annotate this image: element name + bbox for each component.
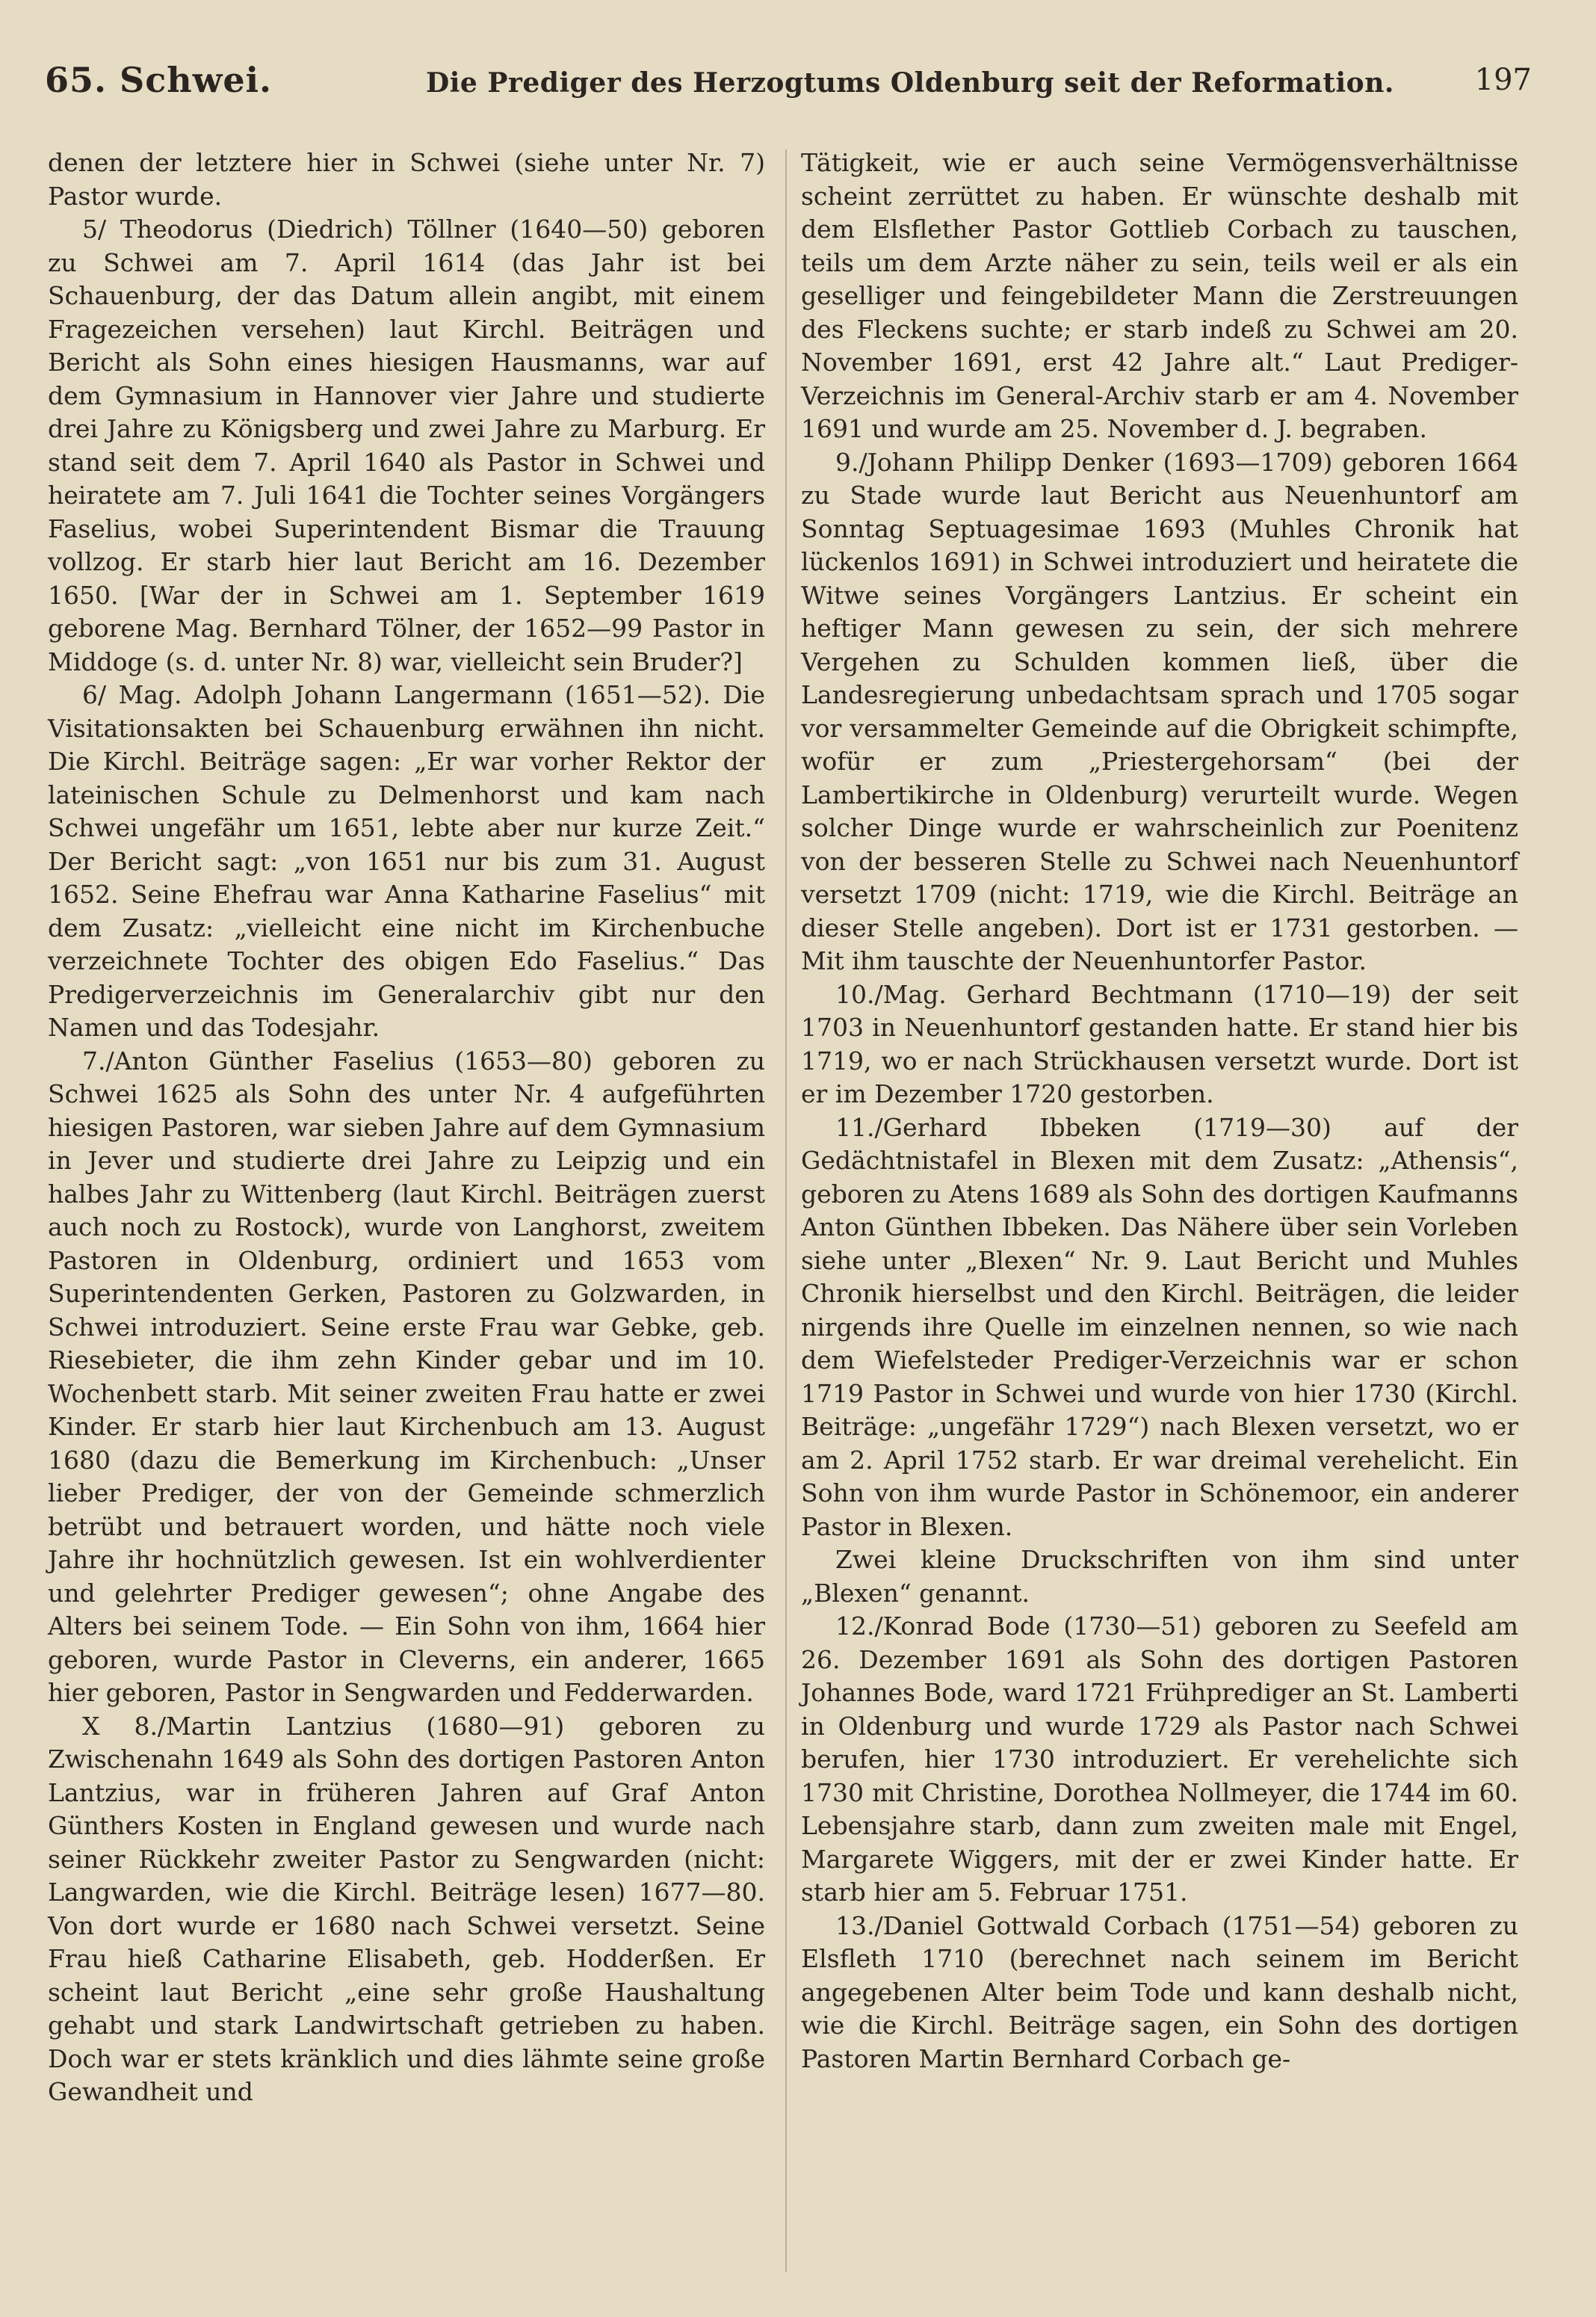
running-title: Die Prediger des Herzogtums Oldenburg seit der Reformation. [426, 67, 1394, 99]
paragraph: 13./Daniel Gottwald Corbach (1751—54) geboren zu Elsfleth 1710 (berechnet nach seinem im Bericht angegebenen Alter beim Tode und kann deshalb nicht, wie die Kirchl. Beiträge sagen, ein Sohn des dortigen Pastoren Martin Bernhard Corbach ge- [801, 1910, 1518, 2073]
paragraph: Tätigkeit, wie er auch seine Vermögensverhältnisse scheint zerrüttet zu haben. Er wünschte deshalb mit dem Elsflether Pastor Gottlieb Corbach zu tauschen, teils um dem Arzte näher zu sein, teils weil er als ein geselliger und feingebildeter Mann die Zerstreuungen des Fleckens suchte; er starb indeß zu Schwei am 20. November 1691, erst 42 Jahre alt.“ Laut Prediger-Verzeichnis im General-Archiv starb er am 4. November 1691 und wurde am 25. November d. J. begraben. [801, 148, 1518, 443]
paragraph: 9./Johann Philipp Denker (1693—1709) geboren 1664 zu Stade wurde laut Bericht aus Neuenhuntorf am Sonntag Septuagesimae 1693 (Muhles Chronik hat lückenlos 1691) in Schwei introduziert und heiratete die Witwe seines Vorgängers Lantzius. Er scheint ein heftiger Mann gewesen zu sein, der sich mehrere Vergehen zu Schulden kommen ließ, über die Landesregierung unbedachtsam sprach und 1705 sogar vor versammelter Gemeinde auf die Obrigkeit schimpfte, wofür er zum „Priestergehorsam“ (bei der Lambertikirche in Oldenburg) verurteilt wurde. Wegen solcher Dinge wurde er wahrscheinlich zur Poenitenz von der besseren Stelle zu Schwei nach Neuenhuntorf versetzt 1709 (nicht: 1719, wie die Kirchl. Beiträge an dieser Stelle angeben). Dort ist er 1731 gestorben. — Mit ihm tauschte der Neuenhuntorfer Pastor. [801, 447, 1518, 975]
paragraph: 11./Gerhard Ibbeken (1719—30) auf der Gedächtnistafel in Blexen mit dem Zusatz: „Athensis“, geboren zu Atens 1689 als Sohn des dortigen Kaufmanns Anton Günthen Ibbeken. Das Nähere über sein Vorleben siehe unter „Blexen“ Nr. 9. Laut Bericht und Muhles Chronik hierselbst und den Kirchl. Beiträgen, die leider nirgends ihre Quelle im einzelnen nennen, so wie nach dem Wiefelsteder Prediger-Verzeichnis war er schon 1719 Pastor in Schwei und wurde von hier 1730 (Kirchl. Beiträge: „ungefähr 1729“) nach Blexen versetzt, wo er am 2. April 1752 starb. Er war dreimal verehelicht. Ein Sohn von ihm wurde Pastor in Schönemoor, ein anderer Pastor in Blexen. [801, 1112, 1518, 1541]
paragraph: 7./Anton Günther Faselius (1653—80) geboren zu Schwei 1625 als Sohn des unter Nr. 4 aufgeführten hiesigen Pastoren, war sieben Jahre auf dem Gymnasium in Jever und studierte drei Jahre zu Leipzig und ein halbes Jahr zu Wittenberg (laut Kirchl. Beiträgen zuerst auch noch zu Rostock), wurde von Langhorst, zweitem Pastoren in Oldenburg, ordiniert und 1653 vom Superintendenten Gerken, Pastoren zu Golzwarden, in Schwei introduziert. Seine erste Frau war Gebke, geb. Riesebieter, die ihm zehn Kinder gebar und im 10. Wochenbett starb. Mit seiner zweiten Frau hatte er zwei Kinder. Er starb hier laut Kirchenbuch am 13. August 1680 (dazu die Bemerkung im Kirchenbuch: „Unser lieber Prediger, der von der Gemeinde schmerzlich betrübt und betrauert worden, und hätte noch viele Jahre ihr hochnützlich gewesen. Ist ein wohlverdienter und gelehrter Prediger gewesen“; ohne Angabe des Alters bei seinem Tode. — Ein Sohn von ihm, 1664 hier geboren, wurde Pastor in Cleverns, ein anderer, 1665 hier geboren, Pastor in Sengwarden und Fedderwarden. [48, 1046, 765, 1707]
paragraph: denen der letztere hier in Schwei (siehe unter Nr. 7) Pastor wurde. [48, 148, 765, 211]
paragraph: 6/ Mag. Adolph Johann Langermann (1651—52). Die Visitationsakten bei Schauenburg erwähnen ihn nicht. Die Kirchl. Beiträge sagen: „Er war vorher Rektor der lateinischen Schule zu Delmenhorst und kam nach Schwei ungefähr um 1651, lebte aber nur kurze Zeit.“ Der Bericht sagt: „von 1651 nur bis zum 31. August 1652. Seine Ehefrau war Anna Katharine Faselius“ mit dem Zusatz: „vielleicht eine nicht im Kirchenbuche verzeichnete Tochter des obigen Edo Faselius.“ Das Predigerverzeichnis im Generalarchiv gibt nur den Namen und das Todesjahr. [48, 680, 765, 1042]
page-number: 197 [1474, 63, 1532, 97]
section-heading: 65. Schwei. [45, 60, 273, 100]
right-column [801, 146, 1518, 2076]
paragraph: 12./Konrad Bode (1730—51) geboren zu Seefeld am 26. Dezember 1691 als Sohn des dortigen Pastoren Johannes Bode, ward 1721 Frühprediger an St. Lamberti in Oldenburg und wurde 1729 als Pastor nach Schwei berufen, hier 1730 introduziert. Er verehelichte sich 1730 mit Christine, Dorothea Nollmeyer, die 1744 im 60. Lebensjahre starb, dann zum zweiten male mit Engel, Margarete Wiggers, mit der er zwei Kinder hatte. Er starb hier am 5. Februar 1751. [801, 1611, 1518, 1907]
column-divider [785, 149, 787, 2272]
paragraph: 5/ Theodorus (Diedrich) Töllner (1640—50) geboren zu Schwei am 7. April 1614 (das Jahr ist bei Schauenburg, der das Datum allein angibt, mit einem Fragezeichen versehen) laut Kirchl. Beiträgen und Bericht als Sohn eines hiesigen Hausmanns, war auf dem Gymnasium in Hannover vier Jahre und studierte drei Jahre zu Königsberg und zwei Jahre zu Marburg. Er stand seit dem 7. April 1640 als Pastor in Schwei und heiratete am 7. Juli 1641 die Tochter seines Vorgängers Faselius, wobei Superintendent Bismar die Trauung vollzog. Er starb hier laut Bericht am 16. Dezember 1650. [War der in Schwei am 1. September 1619 geborene Mag. Bernhard Tölner, der 1652—99 Pastor in Middoge (s. d. unter Nr. 8) war, vielleicht sein Bruder?] [48, 215, 765, 676]
paragraph: X 8./Martin Lantzius (1680—91) geboren zu Zwischenahn 1649 als Sohn des dortigen Pastoren Anton Lantzius, war in früheren Jahren auf Graf Anton Günthers Kosten in England gewesen und wurde nach seiner Rückkehr zweiter Pastor zu Sengwarden (nicht: Langwarden, wie die Kirchl. Beiträge lesen) 1677—80. Von dort wurde er 1680 nach Schwei versetzt. Seine Frau hieß Catharine Elisabeth, geb. Hodderßen. Er scheint laut Bericht „eine sehr große Haushaltung gehabt und stark Landwirtschaft getrieben zu haben. Doch war er stets kränklich und dies lähmte seine große Gewandheit und [48, 1711, 765, 2106]
page-header [45, 60, 1532, 112]
left-column [48, 146, 765, 2109]
paragraph: 10./Mag. Gerhard Bechtmann (1710—19) der seit 1703 in Neuenhuntorf gestanden hatte. Er stand hier bis 1719, wo er nach Strückhausen versetzt wurde. Dort ist er im Dezember 1720 gestorben. [801, 979, 1518, 1108]
paragraph: Zwei kleine Druckschriften von ihm sind unter „Blexen“ genannt. [801, 1545, 1518, 1608]
